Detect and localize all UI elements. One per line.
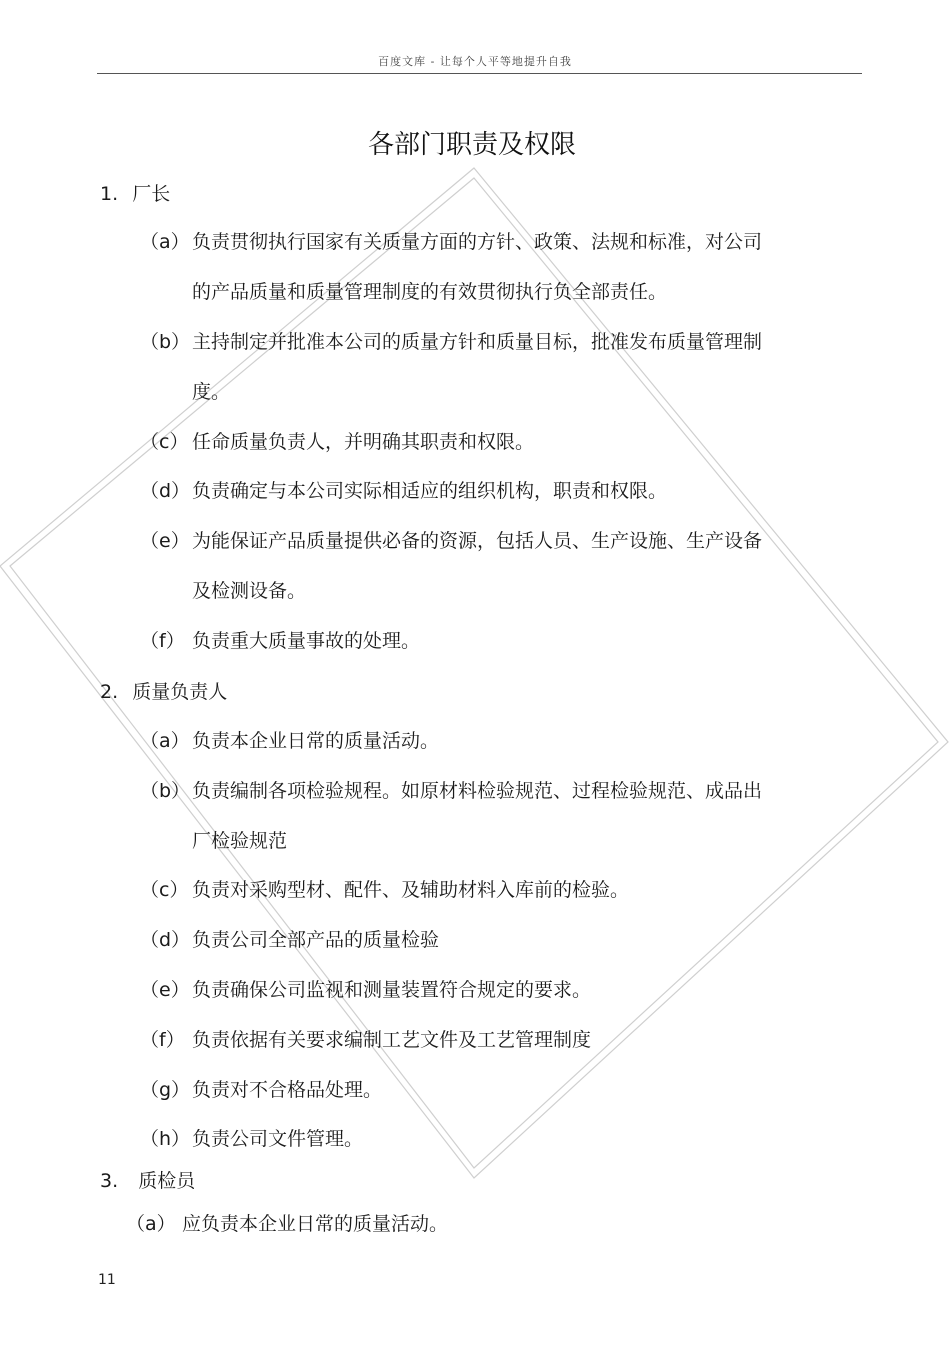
section-heading bbox=[100, 181, 170, 207]
item-text: 负责本企业日常的质量活动。 bbox=[192, 730, 440, 752]
item-text: 应负责本企业日常的质量活动。 bbox=[182, 1213, 449, 1235]
item-text: 负责确保公司监视和测量装置符合规定的要求。 bbox=[192, 979, 592, 1001]
item-text: 负责公司全部产品的质量检验 bbox=[192, 929, 440, 951]
item-label: （f） bbox=[140, 1029, 185, 1051]
item-text: 度。 bbox=[192, 381, 231, 403]
item-text: 为能保证产品质量提供必备的资源，包括人员、生产设施、生产设备 bbox=[192, 530, 763, 552]
section-number: 1. bbox=[100, 183, 119, 205]
page-number: 11 bbox=[98, 1272, 116, 1288]
item-label: （a） bbox=[140, 730, 190, 752]
item-text: 负责贯彻执行国家有关质量方面的方针、政策、法规和标准，对公司 bbox=[192, 231, 763, 253]
section-heading bbox=[100, 679, 227, 705]
item-label: （h） bbox=[140, 1128, 191, 1150]
section-title: 厂长 bbox=[132, 183, 171, 205]
item-label: （f） bbox=[140, 630, 185, 652]
item-text: 的产品质量和质量管理制度的有效贯彻执行负全部责任。 bbox=[192, 281, 668, 303]
section-number: 3. bbox=[100, 1170, 119, 1192]
item-text: 主持制定并批准本公司的质量方针和质量目标，批准发布质量管理制 bbox=[192, 331, 763, 353]
item-text: 负责重大质量事故的处理。 bbox=[192, 630, 421, 652]
page-header: 百度文库 - 让每个人平等地提升自我 bbox=[378, 55, 572, 68]
item-label: （e） bbox=[140, 979, 190, 1001]
item-label: （c） bbox=[140, 879, 189, 901]
item-text: 负责公司文件管理。 bbox=[192, 1128, 364, 1150]
item-text: 负责编制各项检验规程。如原材料检验规范、过程检验规范、成品出 bbox=[192, 780, 763, 802]
watermark-inner bbox=[10, 178, 938, 1168]
item-label: （a） bbox=[126, 1213, 176, 1235]
item-text: 负责对采购型材、配件、及辅助材料入库前的检验。 bbox=[192, 879, 630, 901]
item-text: 负责对不合格品处理。 bbox=[192, 1079, 383, 1101]
section-heading bbox=[100, 1168, 195, 1194]
item-label: （d） bbox=[140, 480, 191, 502]
item-text: 及检测设备。 bbox=[192, 580, 307, 602]
item-text: 负责确定与本公司实际相适应的组织机构，职责和权限。 bbox=[192, 480, 668, 502]
item-text: 负责依据有关要求编制工艺文件及工艺管理制度 bbox=[192, 1029, 592, 1051]
item-label: （b） bbox=[140, 780, 191, 802]
section-title: 质量负责人 bbox=[132, 681, 228, 703]
item-text: 厂检验规范 bbox=[192, 830, 288, 852]
item-text: 任命质量负责人，并明确其职责和权限。 bbox=[192, 431, 535, 453]
header-divider bbox=[97, 73, 862, 74]
section-number: 2. bbox=[100, 681, 119, 703]
item-label: （e） bbox=[140, 530, 190, 552]
document-title: 各部门职责及权限 bbox=[367, 130, 576, 160]
item-label: （a） bbox=[140, 231, 190, 253]
section-title: 质检员 bbox=[138, 1170, 196, 1192]
item-label: （g） bbox=[140, 1079, 191, 1101]
item-label: （c） bbox=[140, 431, 189, 453]
item-label: （d） bbox=[140, 929, 191, 951]
item-label: （b） bbox=[140, 331, 191, 353]
